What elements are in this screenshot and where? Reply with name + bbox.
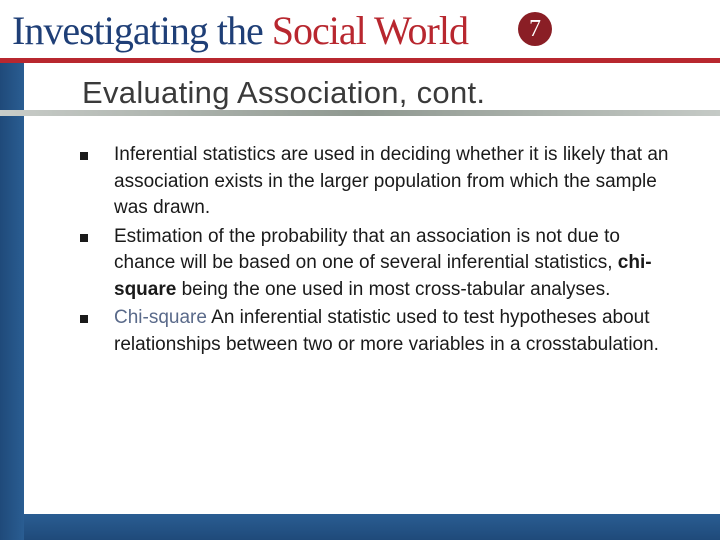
title-underline [0,110,720,116]
book-title-part1: Investigating the [12,8,272,53]
slide-header [0,0,720,64]
square-bullet-icon [80,152,88,160]
book-title-logo [12,6,468,56]
bullet-item-1 [80,142,680,222]
bullet-item-3 [80,305,680,358]
bullet-list [80,142,680,360]
bullet-text: Inferential statistics are used in deciding whether it is likely that an association exists in the larger population from which the sample was drawn. [114,144,669,218]
bullet-item-2 [80,224,680,304]
square-bullet-icon [80,234,88,242]
left-accent-bar [0,63,24,540]
bullet-text-before: Estimation of the probability that an association is not due to chance will be based on one of several inferential statistics, [114,225,620,273]
square-bullet-icon [80,315,88,323]
definition-text: An inferential statistic used to test hypotheses about relationships between two or more variables in a crosstabulation. [114,307,659,355]
bullet-bold-term: chi-square [114,252,652,300]
bullet-text-after: being the one used in most cross-tabular analyses. [176,278,611,300]
book-title-part2: Social World [271,8,468,53]
edition-badge: 7 [518,12,552,46]
bottom-accent-bar [24,514,720,540]
slide-title: Evaluating Association, cont. [82,75,486,110]
definition-term: Chi-square [114,307,207,328]
header-divider [0,58,720,63]
